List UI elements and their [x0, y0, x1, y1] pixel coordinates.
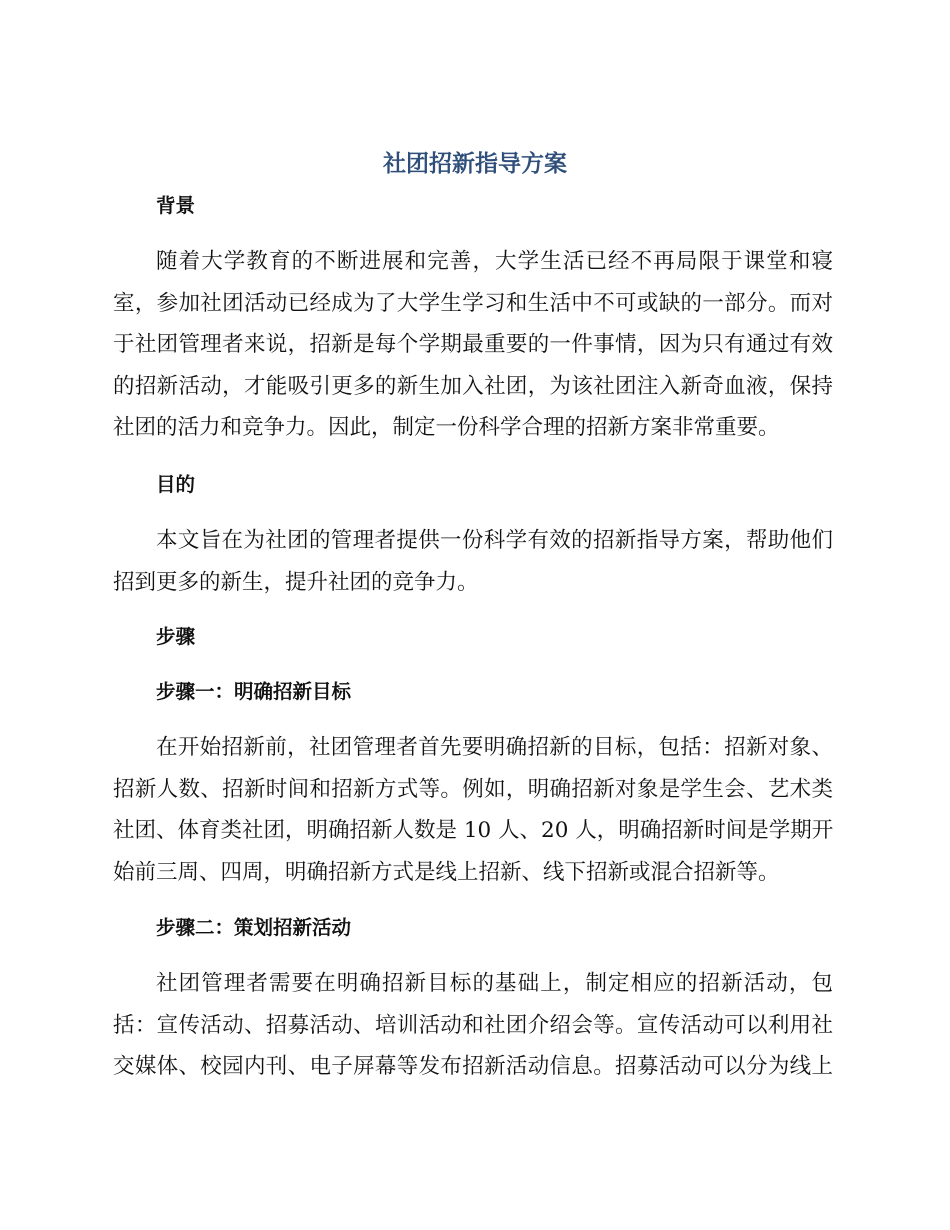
paragraph-line: 始前三周、四周，明确招新方式是线上招新、线下招新或混合招新等。 [113, 859, 780, 885]
paragraph-line: 于社团管理者来说，招新是每个学期最重要的一件事情，因为只有通过有效 [113, 332, 833, 357]
paragraph-line: 括：宣传活动、招募活动、培训活动和社团介绍会等。宣传活动可以利用社 [113, 1012, 833, 1038]
paragraph-line: 的招新活动，才能吸引更多的新生加入社团，为该社团注入新奇血液，保持 [113, 373, 833, 399]
paragraph-purpose [113, 520, 833, 603]
section-heading-step2: 步骤二：策划招新活动 [156, 916, 352, 939]
document-title: 社团招新指导方案 [383, 151, 567, 177]
section-heading-purpose: 目的 [156, 473, 196, 496]
paragraph-step2 [113, 963, 833, 1088]
section-heading-step1: 步骤一：明确招新目标 [156, 680, 352, 703]
paragraph-line: 招到更多的新生，提升社团的竞争力。 [113, 569, 479, 595]
paragraph-line: 交媒体、校园内刊、电子屏幕等发布招新活动信息。招募活动可以分为线上 [113, 1054, 833, 1079]
paragraph-line: 随着大学教育的不断进展和完善，大学生活已经不再局限于课堂和寝 [156, 249, 833, 274]
paragraph-step1 [113, 727, 833, 893]
paragraph-line: 室，参加社团活动已经成为了大学生学习和生活中不可或缺的一部分。而对 [113, 290, 833, 316]
paragraph-line: 社团的活力和竞争力。因此，制定一份科学合理的招新方案非常重要。 [113, 415, 780, 440]
paragraph-line: 在开始招新前，社团管理者首先要明确招新的目标，包括：招新对象、 [156, 735, 833, 760]
paragraph-line: 社团管理者需要在明确招新目标的基础上，制定相应的招新活动，包 [156, 971, 833, 996]
section-heading-steps: 步骤 [156, 625, 196, 648]
paragraph-line: 招新人数、招新时间和招新方式等。例如，明确招新对象是学生会、艺术类 [113, 776, 833, 802]
paragraph-background [113, 241, 833, 449]
paragraph-line: 本文旨在为社团的管理者提供一份科学有效的招新指导方案，帮助他们 [156, 528, 833, 553]
paragraph-line: 社团、体育类社团，明确招新人数是 10 人、20 人，明确招新时间是学期开 [113, 818, 834, 843]
section-heading-background: 背景 [156, 194, 196, 217]
